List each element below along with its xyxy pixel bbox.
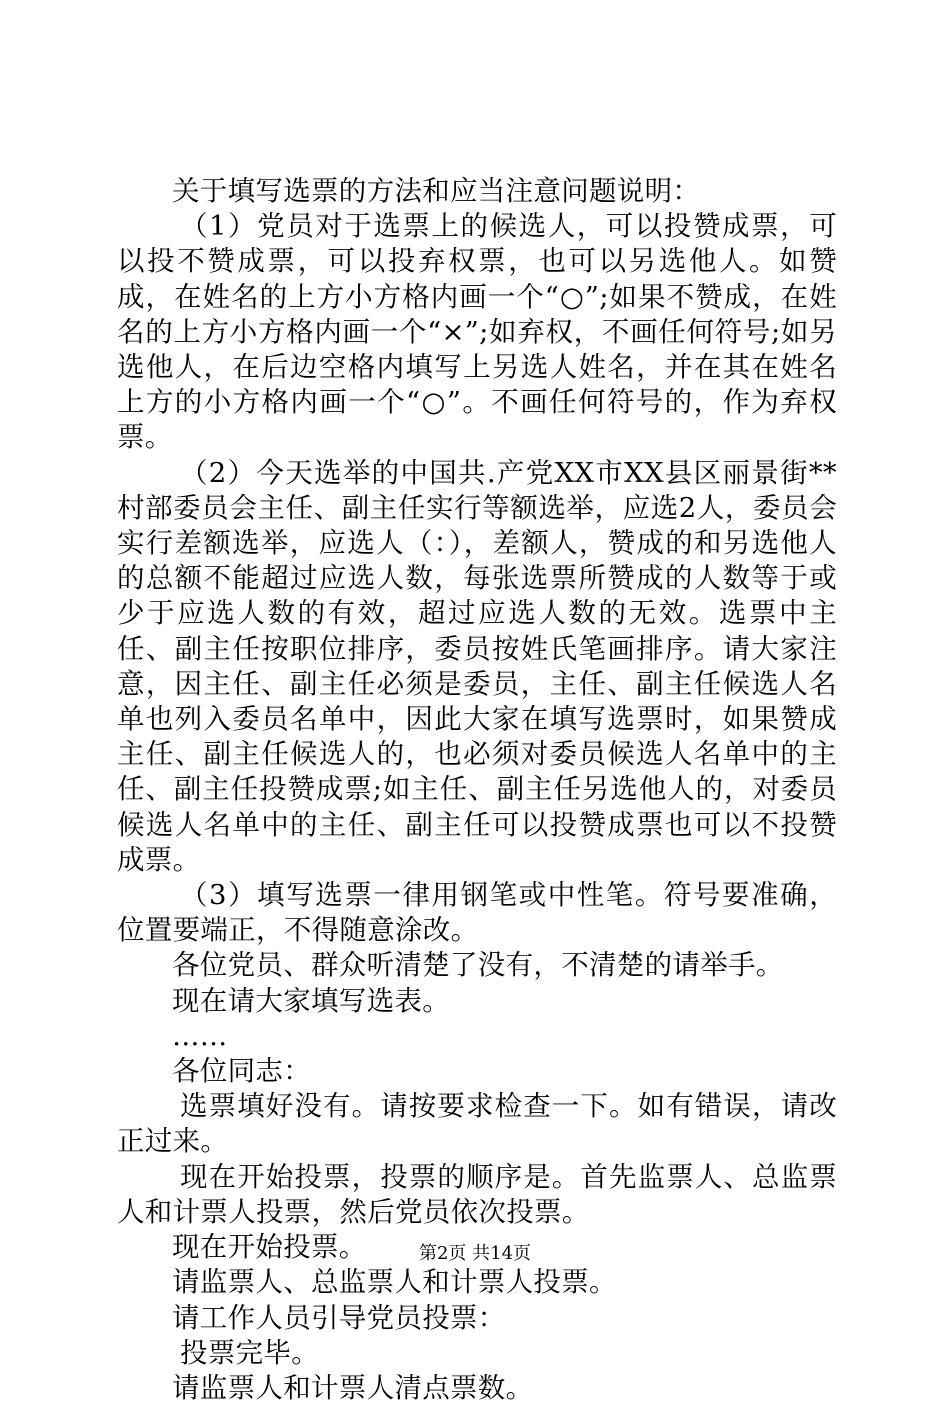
- paragraph-check-ballot: 选票填好没有。请按要求检查一下。如有错误，请改正过来。: [117, 1090, 837, 1158]
- paragraph-fill-ballot: 现在请大家填写选表。: [172, 984, 450, 1017]
- paragraph-ellipsis: ……: [172, 1019, 228, 1052]
- paragraph-rule-1: （1）党员对于选票上的候选人，可以投赞成票，可以投不赞成票，可以投弃权票，也可以另选他人。如赞成，在姓名的上方小方格内画一个“○”;如果不赞成，在姓名的上方小方格内画一个“×”;如弃权，不画任何符号;如另选他人，在后边空格内填写上另选人姓名，并在其在姓名上方的小方格内画一个“○”。不画任何符号的，作为弃权票。: [117, 210, 837, 454]
- document-body: [117, 174, 837, 1406]
- paragraph-staff-guide: 请工作人员引导党员投票：: [172, 1301, 506, 1334]
- paragraph-voting-order: 现在开始投票，投票的顺序是。首先监票人、总监票人和计票人投票，然后党员依次投票。: [117, 1160, 837, 1228]
- paragraph-monitors-vote: 请监票人、总监票人和计票人投票。: [172, 1266, 617, 1299]
- paragraph-voting-complete: 投票完毕。: [180, 1336, 319, 1369]
- instructions-heading: 关于填写选票的方法和应当注意问题说明：: [172, 175, 701, 207]
- page-footer: 第2页 共14页: [418, 1243, 532, 1264]
- paragraph-rule-2: （2）今天选举的中国共.产党XX市XX县区丽景街**村部委员会主任、副主任实行等额选举，应选2人，委员会实行差额选举，应选人（：），差额人，赞成的和另选他人的总额不能超过应选人数，每张选票所赞成的人数等于或少于应选人数的有效，超过应选人数的无效。选票中主任、副主任按职位排序，委员按姓氏笔画排序。请大家注意，因主任、副主任必须是委员，主任、副主任候选人名单也列入委员名单中，因此大家在填写选票时，如果赞成主任、副主任候选人的，也必须对委员候选人名单中的主任、副主任投赞成票;如主任、副主任另选他人的，对委员候选人名单中的主任、副主任可以投赞成票也可以不投赞成票。: [117, 456, 837, 876]
- paragraph-question: 各位党员、群众听清楚了没有，不清楚的请举手。: [172, 949, 784, 982]
- paragraph-rule-3: （3）填写选票一律用钢笔或中性笔。符号要准确，位置要端正，不得随意涂改。: [117, 879, 837, 947]
- paragraph-greeting: 各位同志：: [172, 1055, 311, 1088]
- paragraph-start-voting: 现在开始投票。: [172, 1231, 367, 1264]
- paragraph-count-votes: 请监票人和计票人清点票数。: [172, 1371, 534, 1404]
